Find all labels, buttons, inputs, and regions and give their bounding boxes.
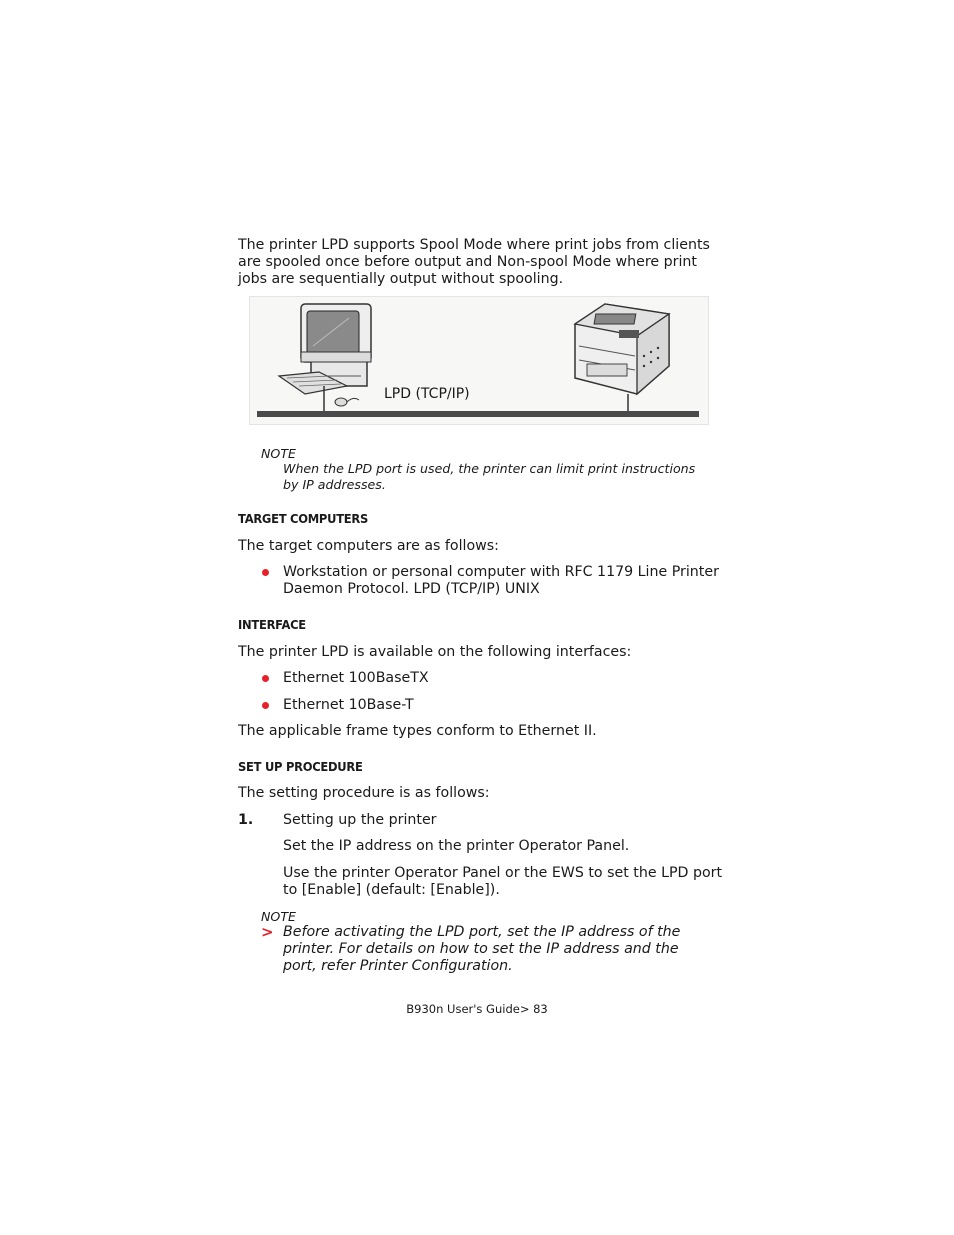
- note-line: printer. For details on how to set the IP address and the: [283, 941, 679, 957]
- step-title: Setting up the printer: [283, 812, 437, 828]
- list-item: [283, 564, 719, 598]
- note-line: Before activating the LPD port, set the IP address of the: [283, 924, 681, 940]
- note-text: [283, 461, 695, 493]
- note-arrow-icon: >: [261, 923, 274, 941]
- list-item: Ethernet 100BaseTX: [283, 670, 429, 686]
- interface-intro: The printer LPD is available on the following interfaces:: [238, 644, 632, 660]
- step-paragraph-line: Use the printer Operator Panel or the EWS to set the LPD port: [283, 865, 723, 881]
- note-text: [283, 924, 680, 975]
- list-item-line: Daemon Protocol. LPD (TCP/IP) UNIX: [283, 581, 540, 597]
- intro-paragraph: [238, 237, 710, 288]
- section-heading-setup-procedure: SET UP PROCEDURE: [238, 760, 363, 775]
- interface-outro: The applicable frame types conform to Ethernet II.: [238, 723, 597, 739]
- note-line: port, refer Printer Configuration.: [283, 958, 513, 974]
- note-line: by IP addresses.: [283, 477, 386, 492]
- step-paragraph: Set the IP address on the printer Operator Panel.: [283, 838, 630, 854]
- step-paragraph: [283, 865, 722, 899]
- intro-line: jobs are sequentially output without spooling.: [238, 271, 564, 287]
- diagram-label: LPD (TCP/IP): [384, 386, 470, 402]
- list-item: Ethernet 10Base-T: [283, 697, 414, 713]
- bullet-icon: [262, 702, 269, 709]
- list-item-line: Workstation or personal computer with RFC 1179 Line Printer: [283, 564, 719, 580]
- target-intro: The target computers are as follows:: [238, 538, 499, 554]
- note-label: NOTE: [261, 909, 296, 924]
- note-line: When the LPD port is used, the printer can limit print instructions: [283, 461, 696, 476]
- intro-line: are spooled once before output and Non-spool Mode where print: [238, 254, 697, 270]
- bullet-icon: [262, 675, 269, 682]
- lpd-network-diagram: [249, 296, 709, 425]
- bullet-icon: [262, 569, 269, 576]
- section-heading-target-computers: TARGET COMPUTERS: [238, 512, 369, 527]
- step-number: 1.: [238, 812, 254, 828]
- setup-intro: The setting procedure is as follows:: [238, 785, 490, 801]
- intro-line: The printer LPD supports Spool Mode where print jobs from clients: [238, 237, 710, 253]
- step-paragraph-line: to [Enable] (default: [Enable]).: [283, 882, 500, 898]
- page-footer: B930n User's Guide> 83: [406, 1002, 548, 1016]
- section-heading-interface: INTERFACE: [238, 618, 306, 633]
- note-label: NOTE: [261, 446, 296, 461]
